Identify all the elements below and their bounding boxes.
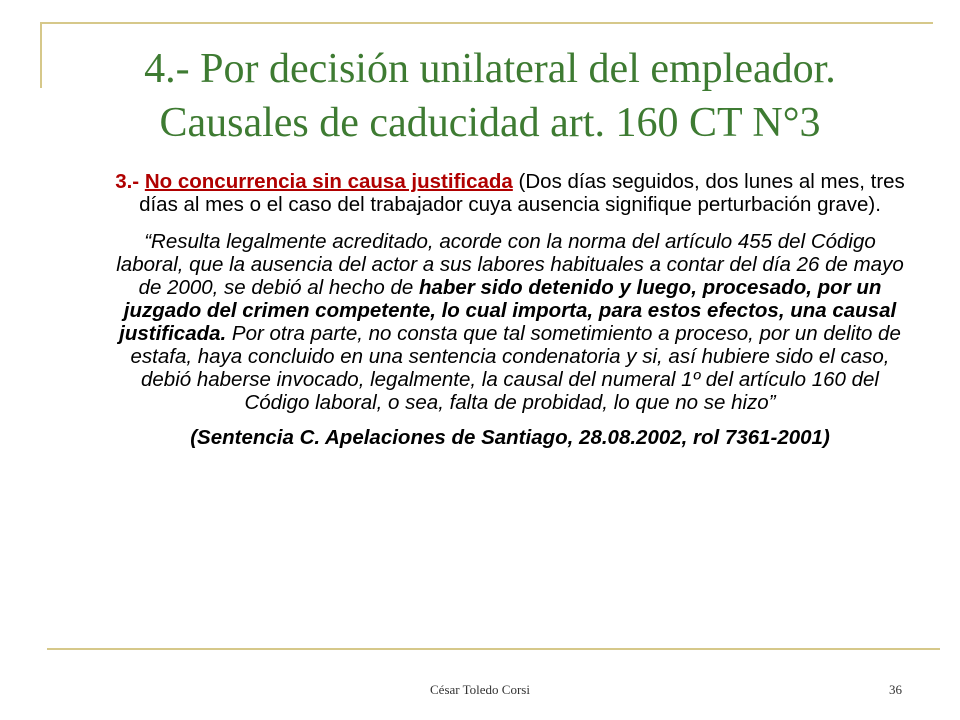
- footer-author: César Toledo Corsi: [430, 682, 530, 697]
- quote-text-part-2: Por otra parte, no consta que tal sometimiento a proceso, por un delito de estafa, haya concluido en una sentencia condenatoria y si, así hubiere sido el caso, debió haberse invocado, legalmente, la causal del numeral 1º del artículo 160 del Código laboral, o sea, falta de probidad, lo que no se hizo”: [130, 322, 901, 414]
- quote-text-part-1: “Resulta legalmente acreditado, acorde con la norma del artículo 455 del Código laboral, que la ausencia del actor a sus labores habituales a contar del día 26 de mayo de 2000, se debió al hecho de: [116, 230, 904, 299]
- slide-title: [60, 42, 920, 150]
- court-quote: [112, 230, 908, 414]
- point-3: [98, 170, 922, 216]
- point-heading: No concurrencia sin causa justificada: [144, 170, 513, 193]
- point-number: 3.-: [115, 170, 140, 193]
- left-decor-line: [40, 22, 42, 88]
- quote-bold-text: haber sido detenido y luego, procesado, por un juzgado del crimen competente, lo cual importa, para estos efectos, una causal justificada.: [119, 276, 897, 345]
- top-decor-line: [40, 22, 933, 24]
- slide-title-line-2: Causales de caducidad art. 160 CT N°3: [159, 100, 821, 146]
- page-number: 36: [889, 682, 902, 697]
- bottom-decor-line: [47, 648, 940, 650]
- slide-body: [98, 170, 922, 449]
- point-description: (Dos días seguidos, dos lunes al mes, tres días al mes o el caso del trabajador cuya ausencia signifique perturbación grave).: [139, 170, 905, 216]
- slide-title-line-1: 4.- Por decisión unilateral del empleador.: [144, 46, 836, 92]
- citation: (Sentencia C. Apelaciones de Santiago, 28.08.2002, rol 7361-2001): [190, 426, 830, 449]
